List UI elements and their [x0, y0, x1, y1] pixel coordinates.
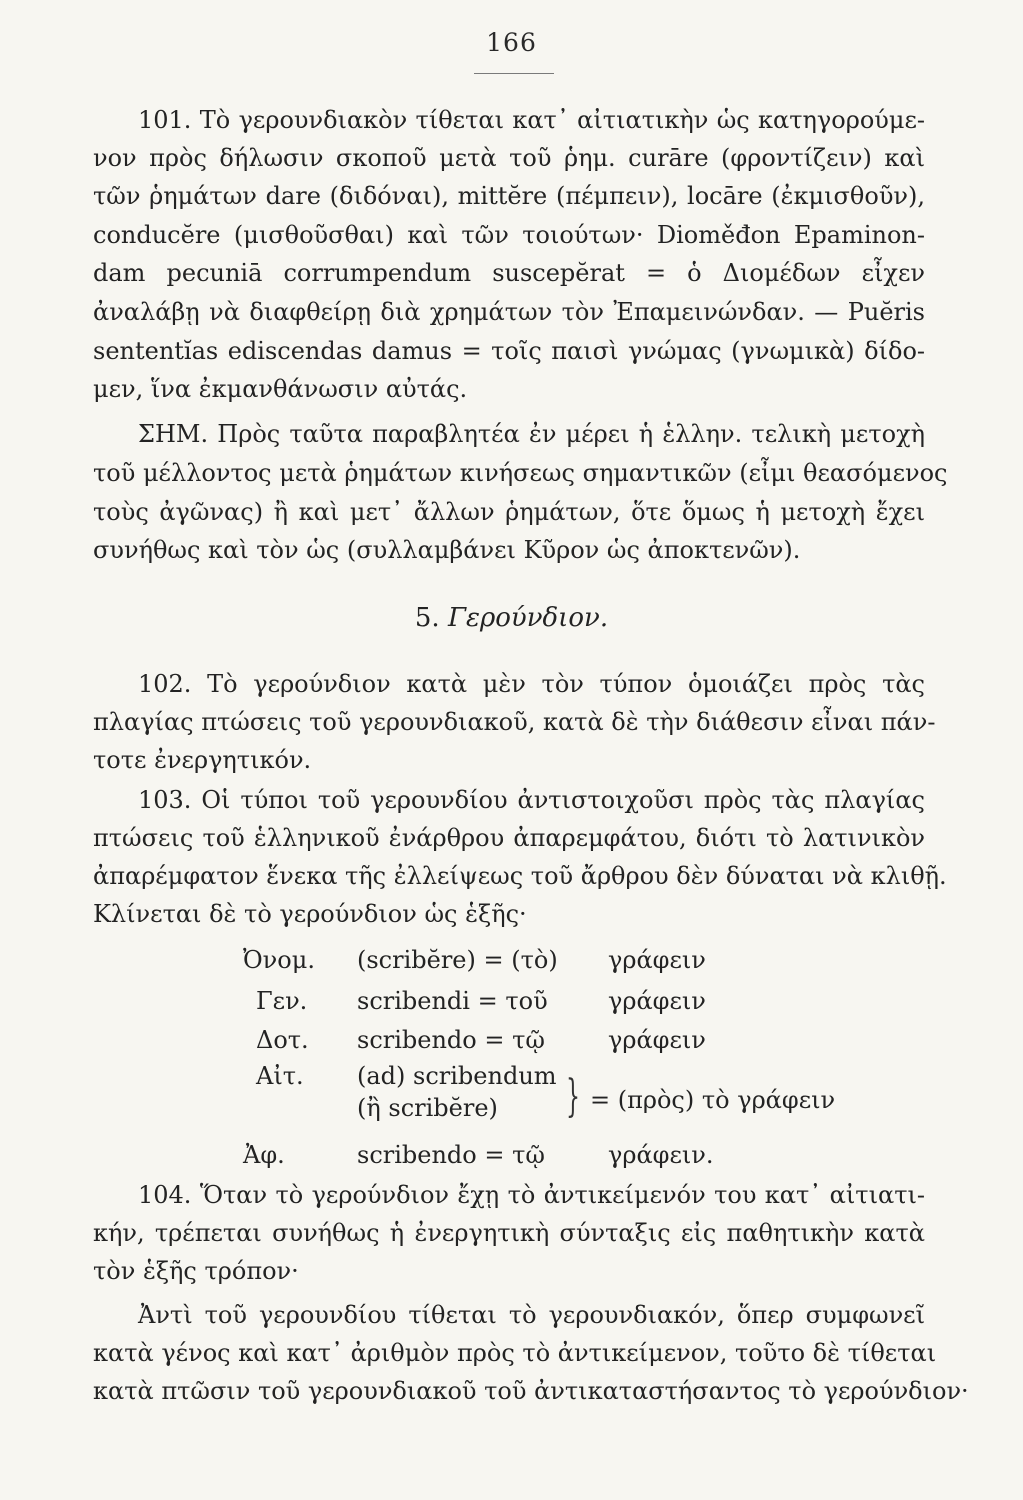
- greek-form: γράφειν.: [608, 1141, 714, 1169]
- section-heading: [0, 600, 1023, 636]
- text-line: Ἀντὶ τοῦ γερουνδίου τίθεται τὸ γερουνδιακόν, ὅπερ συμφωνεῖ: [138, 1301, 925, 1329]
- text-line: τοὺς ἀγῶνας) ἢ καὶ μετ᾽ ἄλλων ῥημάτων, ὅτε ὅμως ἡ μετοχὴ ἔχει: [93, 498, 925, 526]
- text-line: κατὰ γένος καὶ κατ᾽ ἀριθμὸν πρὸς τὸ ἀντικείμενον, τοῦτο δὲ τίθεται: [93, 1339, 937, 1367]
- greek-form: γράφειν: [608, 946, 706, 974]
- text-line: κήν, τρέπεται συνήθως ἡ ἐνεργητικὴ σύνταξις εἰς παθητικὴν κατὰ: [93, 1219, 925, 1247]
- greek-form: γράφειν: [608, 1026, 706, 1054]
- latin-form: scribendi = τοῦ: [357, 987, 548, 1015]
- text-line: τῶν ῥημάτων dare (διδόναι), mittĕre (πέμπειν), locāre (ἐκμισθοῦν),: [93, 182, 925, 210]
- text-line: 101. Τὸ γερουνδιακὸν τίθεται κατ᾽ αἰτιατικὴν ὡς κατηγορούμε-: [138, 106, 925, 134]
- text-line: κατὰ πτῶσιν τοῦ γερουνδιακοῦ τοῦ ἀντικαταστήσαντος τὸ γερούνδιον·: [93, 1377, 969, 1405]
- page-number: 166: [486, 28, 537, 57]
- page-number-rule: [474, 73, 554, 74]
- latin-form: (ἢ scribĕre): [357, 1094, 498, 1122]
- latin-form: (scribĕre) = (τὸ): [357, 946, 558, 974]
- text-line: Κλίνεται δὲ τὸ γερούνδιον ὡς ἑξῆς·: [93, 900, 527, 928]
- case-label: Ἀφ.: [243, 1141, 285, 1169]
- greek-form: = (πρὸς) τὸ γράφειν: [590, 1086, 836, 1114]
- text-line: 104. Ὅταν τὸ γερούνδιον ἔχῃ τὸ ἀντικείμενόν του κατ᾽ αἰτιατι-: [138, 1181, 925, 1209]
- text-line: συνήθως καὶ τὸν ὡς (συλλαμβάνει Κῦρον ὡς ἀποκτενῶν).: [93, 536, 801, 564]
- text-line: νον πρὸς δήλωσιν σκοποῦ μετὰ τοῦ ῥημ. curāre (φροντίζειν) καὶ: [93, 144, 925, 172]
- latin-form: scribendo = τῷ: [357, 1026, 545, 1054]
- text-line: ἀναλάβῃ νὰ διαφθείρῃ διὰ χρημάτων τὸν Ἐπαμεινώνδαν. — Puĕris: [93, 298, 925, 326]
- text-line: ΣΗΜ. Πρὸς ταῦτα παραβλητέα ἐν μέρει ἡ ἑλλην. τελικὴ μετοχὴ: [138, 420, 925, 448]
- latin-form: scribendo = τῷ: [357, 1141, 545, 1169]
- case-label: Γεν.: [256, 987, 308, 1015]
- case-label: Δοτ.: [256, 1026, 309, 1054]
- text-line: πλαγίας πτώσεις τοῦ γερουνδιακοῦ, κατὰ δὲ τὴν διάθεσιν εἶναι πάν-: [93, 708, 936, 736]
- text-line: πτώσεις τοῦ ἑλληνικοῦ ἐνάρθρου ἀπαρεμφάτου, διότι τὸ λατινικὸν: [93, 824, 925, 852]
- latin-form: (ad) scribendum: [357, 1062, 557, 1090]
- text-line: 102. Τὸ γερούνδιον κατὰ μὲν τὸν τύπον ὁμοιάζει πρὸς τὰς: [138, 670, 925, 698]
- text-line: 103. Οἱ τύποι τοῦ γερουνδίου ἀντιστοιχοῦσι πρὸς τὰς πλαγίας: [138, 786, 925, 814]
- text-line: ἀπαρέμφατον ἕνεκα τῆς ἐλλείψεως τοῦ ἄρθρου δὲν δύναται νὰ κλιθῇ.: [93, 862, 947, 890]
- text-line: μεν, ἵνα ἐκμανθάνωσιν αὐτάς.: [93, 375, 468, 403]
- text-line: τοτε ἐνεργητικόν.: [93, 746, 312, 774]
- case-label: Ὀνομ.: [243, 946, 315, 974]
- greek-form: γράφειν: [608, 987, 706, 1015]
- text-line: sententĭas ediscendas damus = τοῖς παισὶ γνώμας (γνωμικὰ) δίδο-: [93, 337, 925, 365]
- text-line: τὸν ἑξῆς τρόπον·: [93, 1257, 299, 1285]
- brace-symbol: }: [566, 1071, 580, 1122]
- heading-title: Γερούνδιον.: [447, 603, 609, 633]
- text-line: dam pecuniā corrumpendum suscepĕrat = ὁ Διομέδων εἶχεν: [93, 259, 925, 287]
- text-line: conducĕre (μισθοῦσθαι) καὶ τῶν τοιούτων· Dioměđon Epaminon-: [93, 221, 925, 249]
- heading-number: 5.: [414, 603, 440, 633]
- text-line: τοῦ μέλλοντος μετὰ ῥημάτων κινήσεως σημαντικῶν (εἶμι θεασόμενος: [93, 459, 948, 487]
- case-label: Αἰτ.: [256, 1062, 304, 1090]
